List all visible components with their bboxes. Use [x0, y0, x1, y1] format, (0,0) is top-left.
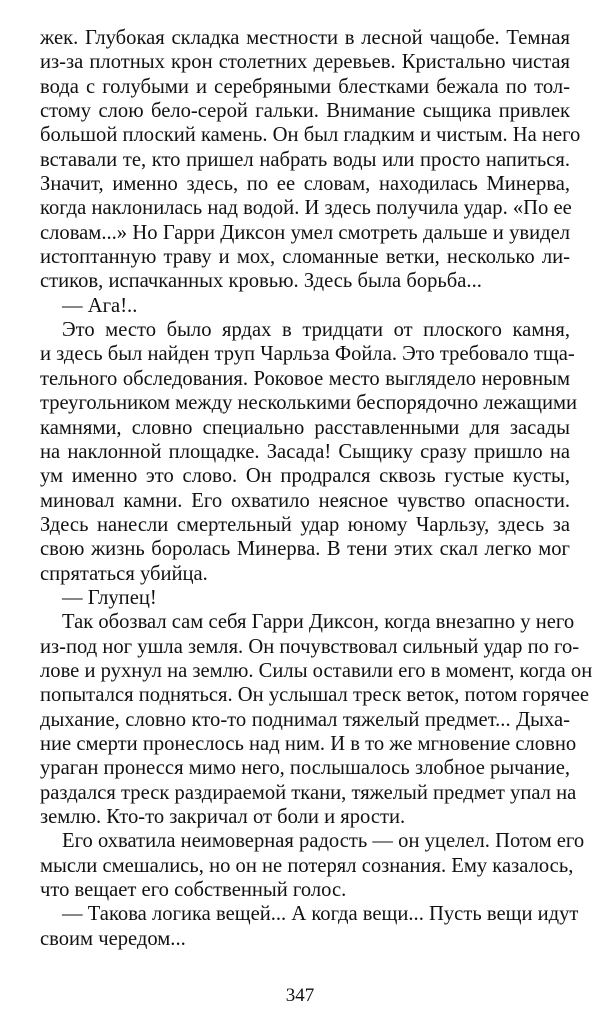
text-line: Это место было ярдах в тридцати от плоского камня, — [62, 319, 570, 342]
text-line: попытался подняться. Он услышал треск веток, потом горячее — [40, 684, 590, 707]
text-line: жек. Глубокая складка местности в лесной чащобе. Темная — [40, 27, 570, 49]
text-line: свою жизнь боролась Минерва. В тени этих скал легко мог — [40, 538, 570, 561]
text-line: словам...» Но Гарри Диксон умел смотреть дальше и увидел — [40, 221, 570, 244]
text-line: раздался треск раздираемой ткани, тяжелый предмет упал на — [40, 781, 577, 804]
text-line: землю. Кто-то закричал от боли и ярости. — [40, 806, 406, 828]
text-line: и здесь был найден труп Чарльза Фойла. Это требовало тща- — [40, 343, 575, 366]
text-line: лове и рухнул на землю. Силы оставили его в момент, когда он — [40, 659, 593, 682]
text-line: треугольником между несколькими беспорядочно лежащими — [40, 392, 578, 415]
text-line: своим чередом... — [40, 927, 186, 950]
text-line: дыхание, словно кто-то поднимал тяжелый предмет... Дыха- — [40, 708, 570, 731]
text-line: спрятаться убийца. — [40, 562, 208, 585]
text-line: что вещает его собственный голос. — [40, 879, 347, 902]
text-line: большой плоский камень. Он был гладким и чистым. На него — [40, 124, 581, 147]
paragraph — [40, 586, 570, 610]
body-text — [40, 26, 593, 951]
text-line: Здесь нанесли смертельный удар юному Чарльзу, здесь за — [40, 513, 570, 536]
page-number: 347 — [285, 985, 315, 1006]
text-line: камнями, словно специально расставленными для засады — [40, 416, 570, 439]
text-line: мысли смешались, но он не потерял сознания. Ему казалось, — [40, 854, 574, 877]
paragraph — [40, 829, 585, 902]
text-line: — Глупец! — [62, 586, 157, 609]
text-line: когда наклонилась над водой. И здесь получила удар. «По ее — [40, 197, 572, 220]
text-line: на наклонной площадке. Засада! Сыщику сразу пришло на — [40, 440, 570, 463]
text-line: ние смерти пронеслось над ним. И в то же мгновение словно — [40, 732, 577, 755]
text-line: тельного обследования. Роковое место выглядело неровным — [40, 367, 570, 390]
text-line: вставали те, кто пришел набрать воды или просто напиться. — [40, 148, 570, 171]
text-line: миновал камни. Его охватило неясное чувство опасности. — [40, 489, 570, 512]
paragraph — [40, 294, 570, 318]
text-line: из-за плотных крон столетних деревьев. Кристально чистая — [40, 51, 570, 74]
paragraph — [40, 318, 578, 586]
text-line: из-под ног ушла земля. Он почувствовал сильный удар по го- — [40, 635, 580, 658]
paragraph — [40, 610, 593, 829]
text-line: ураган пронесся мимо него, послышалось злобное рычание, — [40, 757, 570, 780]
text-line: стому слою бело-серой гальки. Внимание сыщика привлек — [40, 100, 570, 123]
text-line: — Такова логика вещей... А когда вещи... Пусть вещи идут — [62, 903, 579, 926]
text-line: Его охватила неимоверная радость — он уцелел. Потом его — [62, 830, 585, 853]
text-line: истоптанную траву и мох, сломанные ветки, несколько ли- — [40, 246, 570, 269]
text-line: Значит, именно здесь, по ее словам, находилась Минерва, — [40, 173, 570, 196]
paragraph — [40, 902, 579, 951]
text-line: — Ага!.. — [62, 294, 138, 317]
paragraph — [40, 26, 581, 294]
text-line: ум именно это слово. Он продрался сквозь густые кусты, — [40, 465, 570, 488]
text-line: Так обозвал сам себя Гарри Диксон, когда внезапно у него — [62, 611, 575, 634]
text-line: вода с голубыми и серебряными блестками бежала по тол- — [40, 75, 570, 98]
text-line: стиков, испачканных кровью. Здесь была борьба... — [40, 270, 482, 293]
